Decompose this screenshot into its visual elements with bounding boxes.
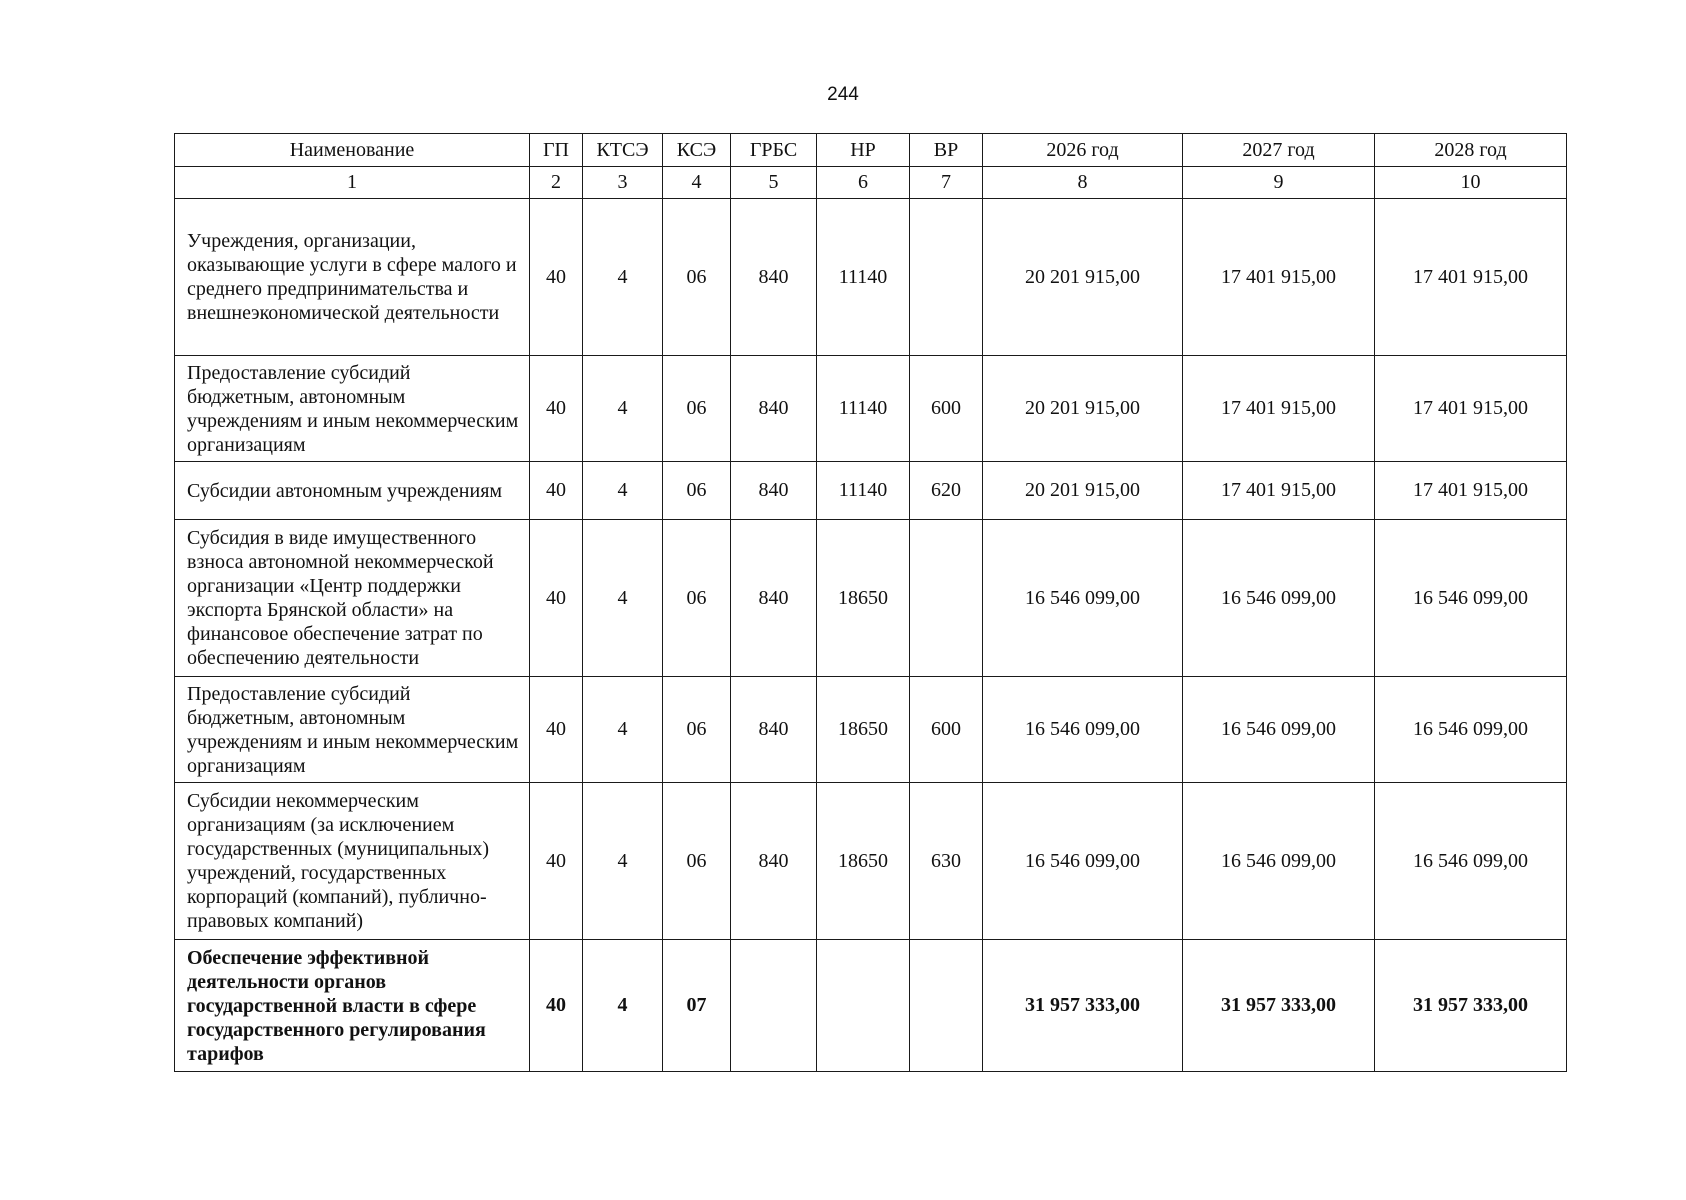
row-vr: 600 <box>910 356 983 462</box>
row-gp: 40 <box>530 677 583 783</box>
row-amount-2026: 16 546 099,00 <box>983 783 1183 940</box>
row-kse: 06 <box>663 783 731 940</box>
row-amount-2027: 16 546 099,00 <box>1183 520 1375 677</box>
row-vr: 600 <box>910 677 983 783</box>
row-ktse: 4 <box>583 783 663 940</box>
header-gp: ГП <box>530 134 583 167</box>
row-gp: 40 <box>530 199 583 356</box>
page-number: 244 <box>827 84 859 105</box>
row-amount-2027: 17 401 915,00 <box>1183 199 1375 356</box>
row-grbs: 840 <box>731 677 817 783</box>
row-amount-2026: 20 201 915,00 <box>983 356 1183 462</box>
table-row <box>175 462 1567 520</box>
row-gp: 40 <box>530 356 583 462</box>
row-name: Обеспечение эффективной деятельности органов государственной власти в сфере государственного регулирования тарифов <box>175 940 530 1072</box>
row-vr <box>910 940 983 1072</box>
row-amount-2028: 17 401 915,00 <box>1375 356 1567 462</box>
row-amount-2028: 16 546 099,00 <box>1375 783 1567 940</box>
header-2027: 2027 год <box>1183 134 1375 167</box>
header-grbs: ГРБС <box>731 134 817 167</box>
row-amount-2028: 31 957 333,00 <box>1375 940 1567 1072</box>
row-kse: 06 <box>663 677 731 783</box>
row-vr: 620 <box>910 462 983 520</box>
header-name: Наименование <box>175 134 530 167</box>
row-nr: 18650 <box>817 783 910 940</box>
row-grbs: 840 <box>731 520 817 677</box>
budget-table <box>174 133 1567 1072</box>
row-name: Учреждения, организации, оказывающие услуги в сфере малого и среднего предпринимательства и внешнеэкономической деятельности <box>175 199 530 356</box>
row-vr <box>910 199 983 356</box>
row-grbs: 840 <box>731 356 817 462</box>
column-number: 8 <box>983 167 1183 199</box>
row-grbs: 840 <box>731 199 817 356</box>
row-ktse: 4 <box>583 356 663 462</box>
row-nr: 18650 <box>817 677 910 783</box>
row-ktse: 4 <box>583 940 663 1072</box>
row-gp: 40 <box>530 783 583 940</box>
table-row <box>175 356 1567 462</box>
row-gp: 40 <box>530 462 583 520</box>
row-ktse: 4 <box>583 520 663 677</box>
row-ktse: 4 <box>583 199 663 356</box>
row-nr: 11140 <box>817 199 910 356</box>
row-amount-2027: 17 401 915,00 <box>1183 462 1375 520</box>
row-grbs: 840 <box>731 462 817 520</box>
row-name: Субсидии некоммерческим организациям (за исключением государственных (муниципальных) учреждений, государственных корпораций (компаний), публично-правовых компаний) <box>175 783 530 940</box>
row-nr: 11140 <box>817 356 910 462</box>
row-gp: 40 <box>530 940 583 1072</box>
row-vr <box>910 520 983 677</box>
table-row <box>175 677 1567 783</box>
column-number: 3 <box>583 167 663 199</box>
row-name: Предоставление субсидий бюджетным, автономным учреждениям и иным некоммерческим организациям <box>175 356 530 462</box>
header-kse: КСЭ <box>663 134 731 167</box>
table-row <box>175 940 1567 1072</box>
row-amount-2028: 16 546 099,00 <box>1375 677 1567 783</box>
row-amount-2028: 17 401 915,00 <box>1375 199 1567 356</box>
row-grbs <box>731 940 817 1072</box>
row-name: Предоставление субсидий бюджетным, автономным учреждениям и иным некоммерческим организациям <box>175 677 530 783</box>
table-row <box>175 783 1567 940</box>
row-gp: 40 <box>530 520 583 677</box>
row-name: Субсидия в виде имущественного взноса автономной некоммерческой организации «Центр поддержки экспорта Брянской области» на финансовое обеспечение затрат по обеспечению деятельности <box>175 520 530 677</box>
header-nr: НР <box>817 134 910 167</box>
row-amount-2028: 16 546 099,00 <box>1375 520 1567 677</box>
row-nr <box>817 940 910 1072</box>
row-amount-2026: 16 546 099,00 <box>983 520 1183 677</box>
column-number: 7 <box>910 167 983 199</box>
row-nr: 18650 <box>817 520 910 677</box>
row-amount-2026: 16 546 099,00 <box>983 677 1183 783</box>
row-kse: 07 <box>663 940 731 1072</box>
row-grbs: 840 <box>731 783 817 940</box>
column-number: 6 <box>817 167 910 199</box>
row-amount-2026: 20 201 915,00 <box>983 199 1183 356</box>
table-row <box>175 520 1567 677</box>
row-kse: 06 <box>663 520 731 677</box>
header-ktse: КТСЭ <box>583 134 663 167</box>
row-ktse: 4 <box>583 462 663 520</box>
header-vr: ВР <box>910 134 983 167</box>
column-number: 9 <box>1183 167 1375 199</box>
row-vr: 630 <box>910 783 983 940</box>
row-kse: 06 <box>663 462 731 520</box>
column-number-row <box>175 167 1567 199</box>
row-amount-2026: 20 201 915,00 <box>983 462 1183 520</box>
row-amount-2027: 16 546 099,00 <box>1183 677 1375 783</box>
header-2028: 2028 год <box>1375 134 1567 167</box>
row-amount-2027: 17 401 915,00 <box>1183 356 1375 462</box>
row-amount-2026: 31 957 333,00 <box>983 940 1183 1072</box>
row-amount-2028: 17 401 915,00 <box>1375 462 1567 520</box>
column-number: 4 <box>663 167 731 199</box>
row-name: Субсидии автономным учреждениям <box>175 462 530 520</box>
row-amount-2027: 31 957 333,00 <box>1183 940 1375 1072</box>
table-row <box>175 199 1567 356</box>
header-row <box>175 134 1567 167</box>
column-number: 2 <box>530 167 583 199</box>
row-amount-2027: 16 546 099,00 <box>1183 783 1375 940</box>
row-ktse: 4 <box>583 677 663 783</box>
row-nr: 11140 <box>817 462 910 520</box>
row-kse: 06 <box>663 356 731 462</box>
header-2026: 2026 год <box>983 134 1183 167</box>
row-kse: 06 <box>663 199 731 356</box>
column-number: 10 <box>1375 167 1567 199</box>
column-number: 1 <box>175 167 530 199</box>
column-number: 5 <box>731 167 817 199</box>
